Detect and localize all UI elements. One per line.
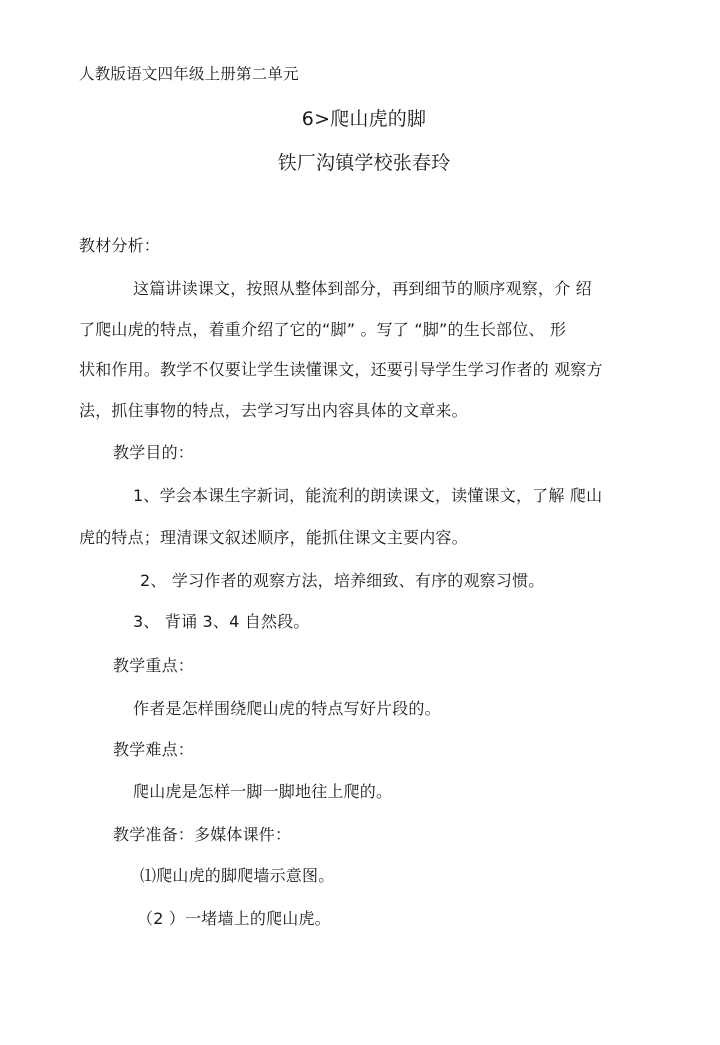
preparation-item-1: ⑴爬山虎的脚爬墙示意图。 (140, 866, 335, 885)
goals-heading: 教学目的： (113, 443, 195, 462)
textbook-series-line: 人教版语文四年级上册第二单元 (79, 65, 299, 83)
goal-item-2: 2、 学习作者的观察方法，培养细致、有序的观察习惯。 (140, 571, 545, 590)
key-points-text: 作者是怎样围绕爬山虎的特点写好片段的。 (133, 699, 441, 718)
author-line: 铁厂沟镇学校张春玲 (277, 152, 451, 174)
preparation-heading: 教学准备：多媒体课件： (113, 825, 292, 844)
analysis-heading: 教材分析： (79, 236, 161, 255)
key-points-heading: 教学重点： (113, 656, 195, 675)
analysis-paragraph-line: 法，抓住事物的特点，去学习写出内容具体的文章来。 (79, 401, 468, 420)
goal-item-1-continued: 虎的特点；理清课文叙述顺序，能抓住课文主要内容。 (79, 528, 468, 547)
analysis-paragraph-line: 状和作用。教学不仅要让学生读懂课文，还要引导学生学习作者的 观察方 (79, 360, 603, 379)
lesson-title: 6>爬山虎的脚 (301, 108, 427, 130)
difficulties-heading: 教学难点： (113, 740, 195, 759)
difficulties-text: 爬山虎是怎样一脚一脚地往上爬的。 (133, 782, 393, 801)
goal-item-3: 3、 背诵 3、4 自然段。 (133, 612, 310, 631)
preparation-item-2: （2 ）一堵墙上的爬山虎。 (137, 909, 331, 928)
goal-item-1: 1、学会本课生字新词，能流利的朗读课文，读懂课文，了解 爬山 (133, 486, 603, 505)
analysis-paragraph-line: 这篇讲读课文，按照从整体到部分，再到细节的顺序观察，介 绍 (133, 279, 592, 298)
analysis-paragraph-line: 了爬山虎的特点，着重介绍了它的“脚” 。写了 “脚”的生长部位、 形 (79, 320, 567, 339)
